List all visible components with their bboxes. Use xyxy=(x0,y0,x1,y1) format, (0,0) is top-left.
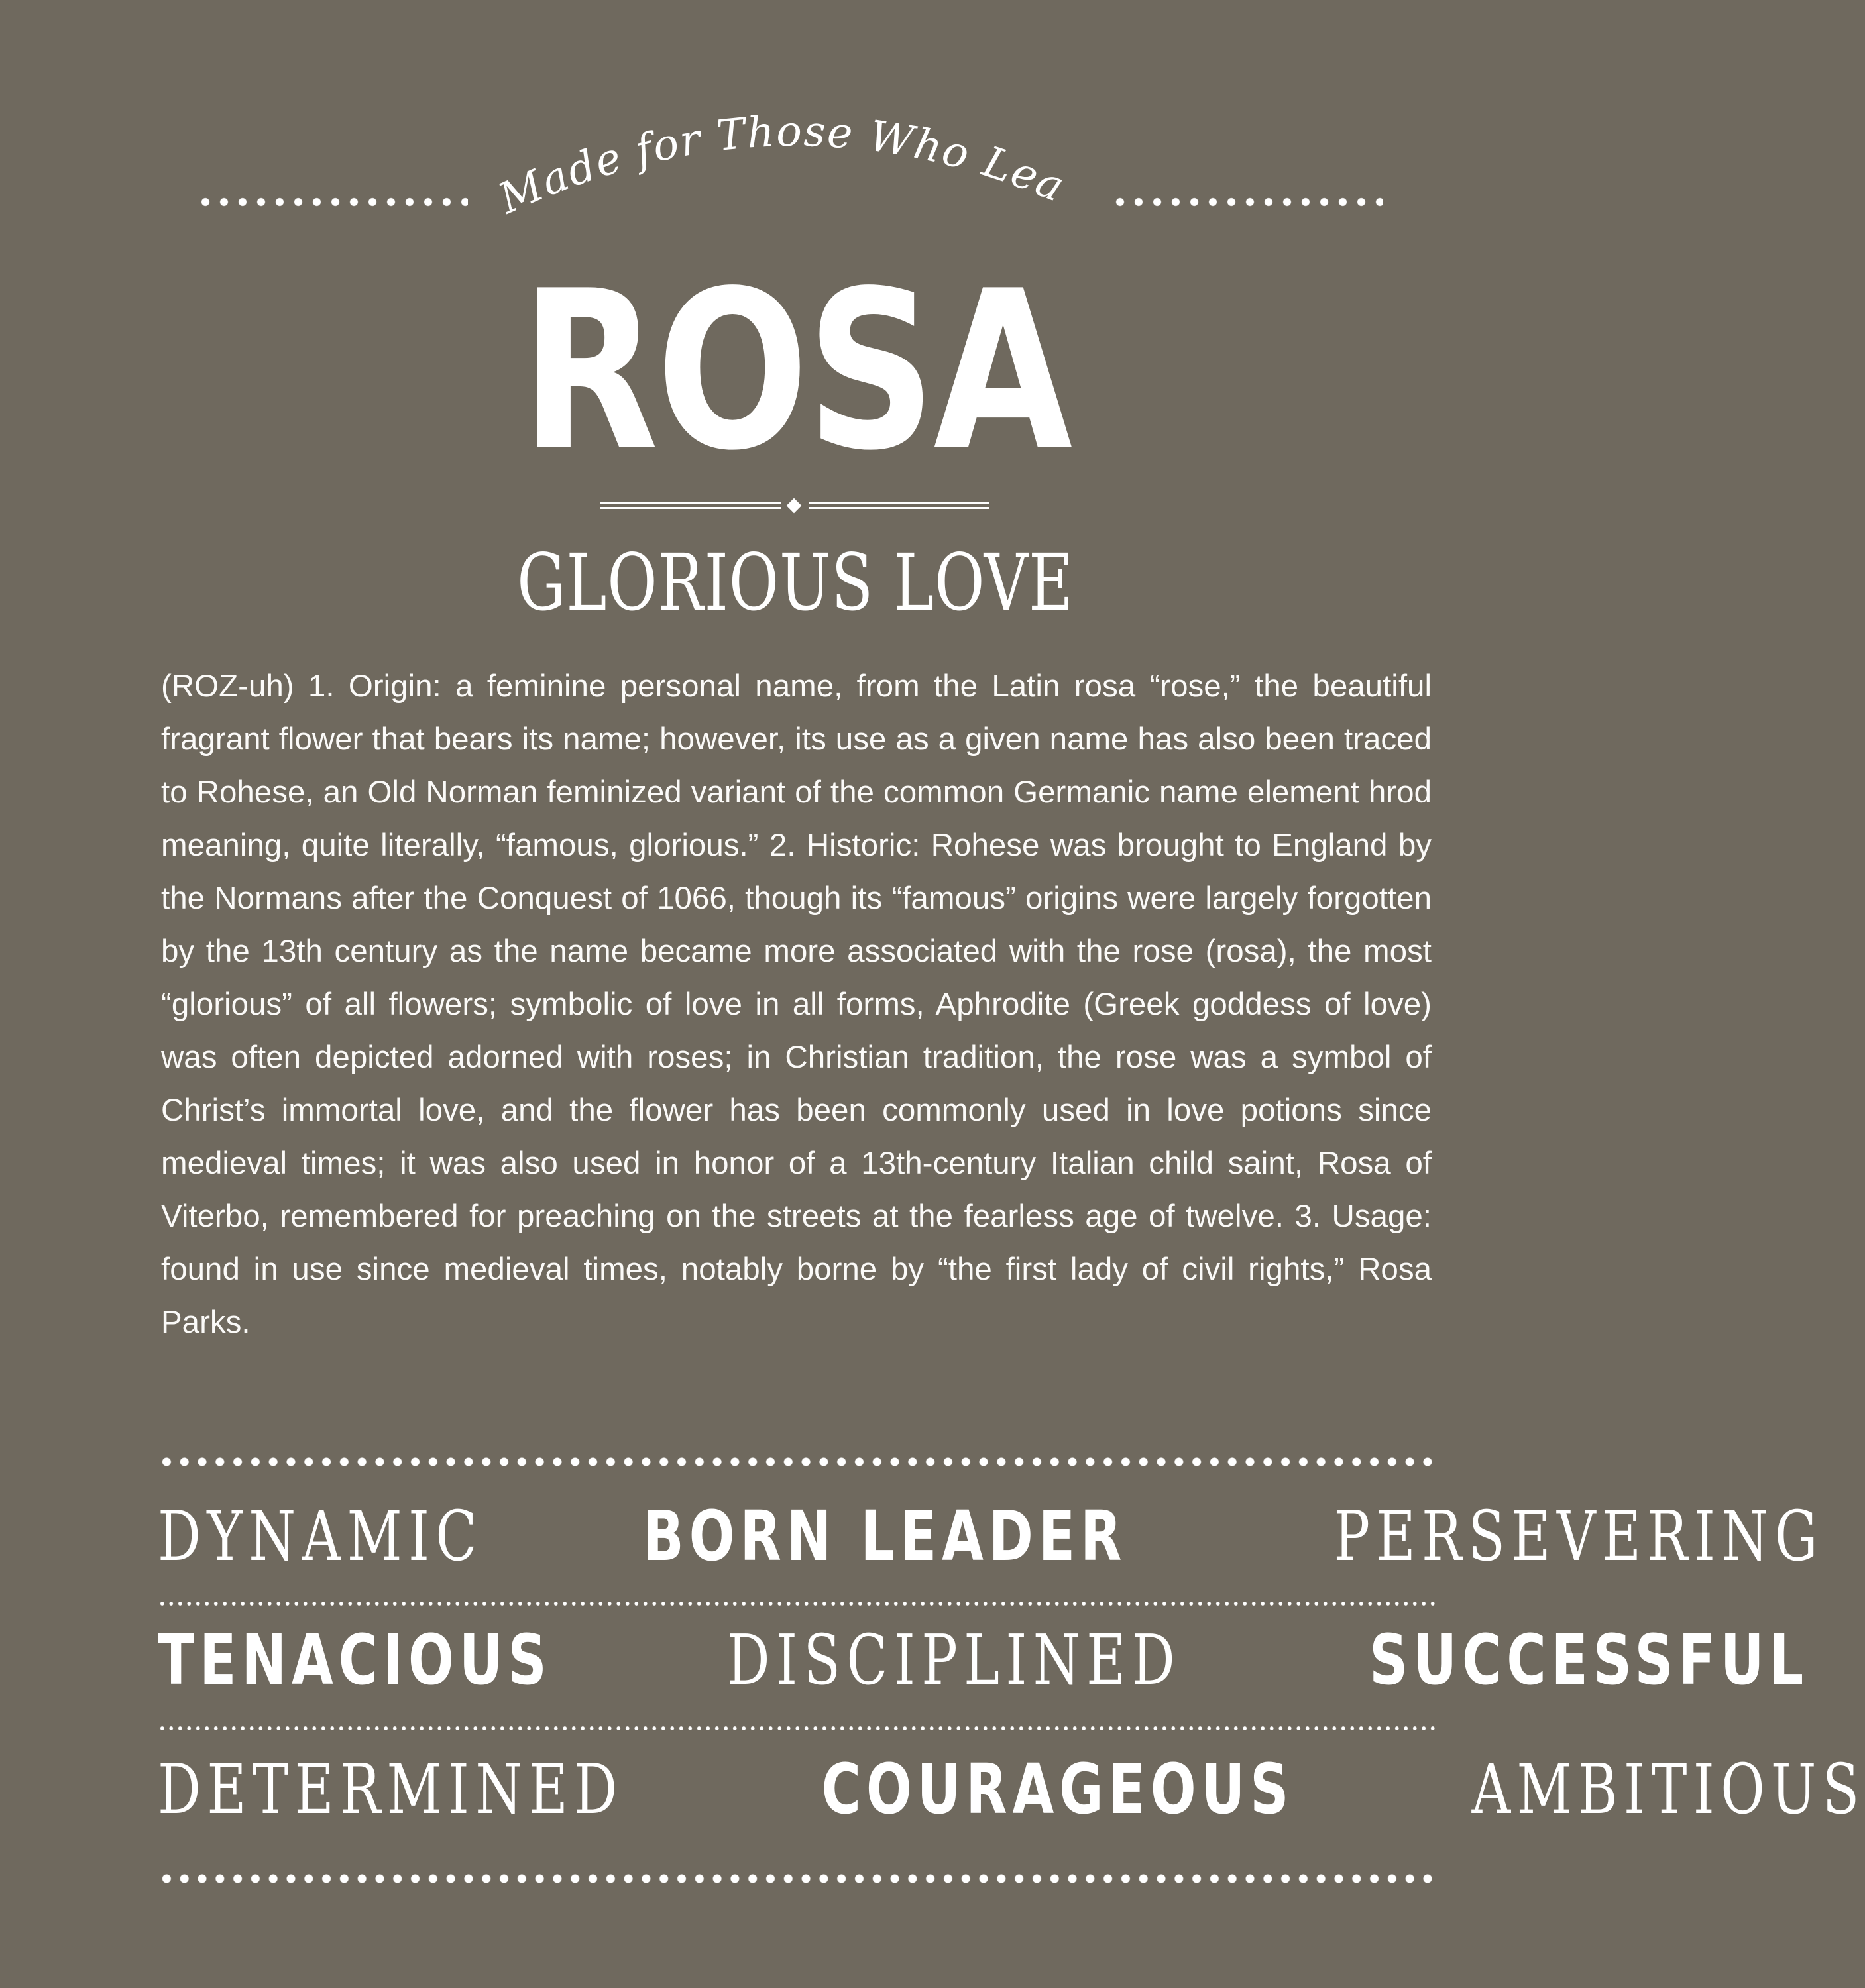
diamond-ornament-icon xyxy=(787,498,802,514)
bottom-dot-divider xyxy=(158,1872,1438,1885)
ornament-right-rule xyxy=(809,502,989,509)
trait-born-leader: BORN LEADER xyxy=(643,1496,1127,1576)
trait-row-divider-1 xyxy=(158,1601,1437,1606)
trait-disciplined: DISCIPLINED xyxy=(726,1620,1182,1700)
trait-courageous: COURAGEOUS xyxy=(821,1749,1294,1830)
tagline-arc xyxy=(449,61,1127,232)
trait-tenacious: TENACIOUS xyxy=(158,1620,552,1700)
tagline-text: Made for Those Who Lead xyxy=(449,61,1072,224)
top-right-dot-divider xyxy=(1111,196,1383,208)
name-meaning: GLORIOUS LOVE xyxy=(517,537,1074,628)
trait-dynamic: DYNAMIC xyxy=(158,1496,483,1576)
trait-ambitious: AMBITIOUS xyxy=(1471,1749,1865,1830)
definition-text: (ROZ-uh) 1. Origin: a feminine personal name, from the Latin rosa “rose,” the beautiful fragrant flower that bears its name; however, its use as a given name has also been traced to Rohese, an Old Norman feminized variant of the common Germanic name element hrod meaning, quite literally, “famous, glorious.” 2. Historic: Rohese was brought to England by the Normans after the Conquest of 1066, though its “famous” origins were largely forgotten by the 13th century as the name became more associated with the rose (rosa), the most “glorious” of all flowers; symbolic of love in all forms, Aphrodite (Greek goddess of love) was often depicted adorned with roses; in Christian tradition, the rose was a symbol of Christ’s immortal love, and the flower has been commonly used in love potions since medieval times; it was also used in honor of a 13th-century Italian child saint, Rosa of Viterbo, remembered for preaching on the streets at the fearless age of twelve. 3. Usage: found in use since medieval times, notably borne by “the first lady of civil rights,” Rosa Parks. xyxy=(161,669,1432,1340)
trait-determined: DETERMINED xyxy=(158,1749,624,1830)
trait-row-divider-2 xyxy=(158,1726,1437,1731)
ornament-left-rule xyxy=(600,502,781,509)
trait-row-3 xyxy=(158,1744,1865,1830)
name-title: ROSA xyxy=(520,244,1070,498)
trait-successful: SUCCESSFUL xyxy=(1369,1620,1809,1700)
trait-row-1 xyxy=(158,1491,1824,1576)
trait-row-2 xyxy=(158,1615,1809,1700)
top-left-dot-divider xyxy=(196,196,468,208)
trait-persevering: PERSEVERING xyxy=(1333,1496,1824,1576)
definition-bottom-dot-divider xyxy=(158,1455,1438,1468)
